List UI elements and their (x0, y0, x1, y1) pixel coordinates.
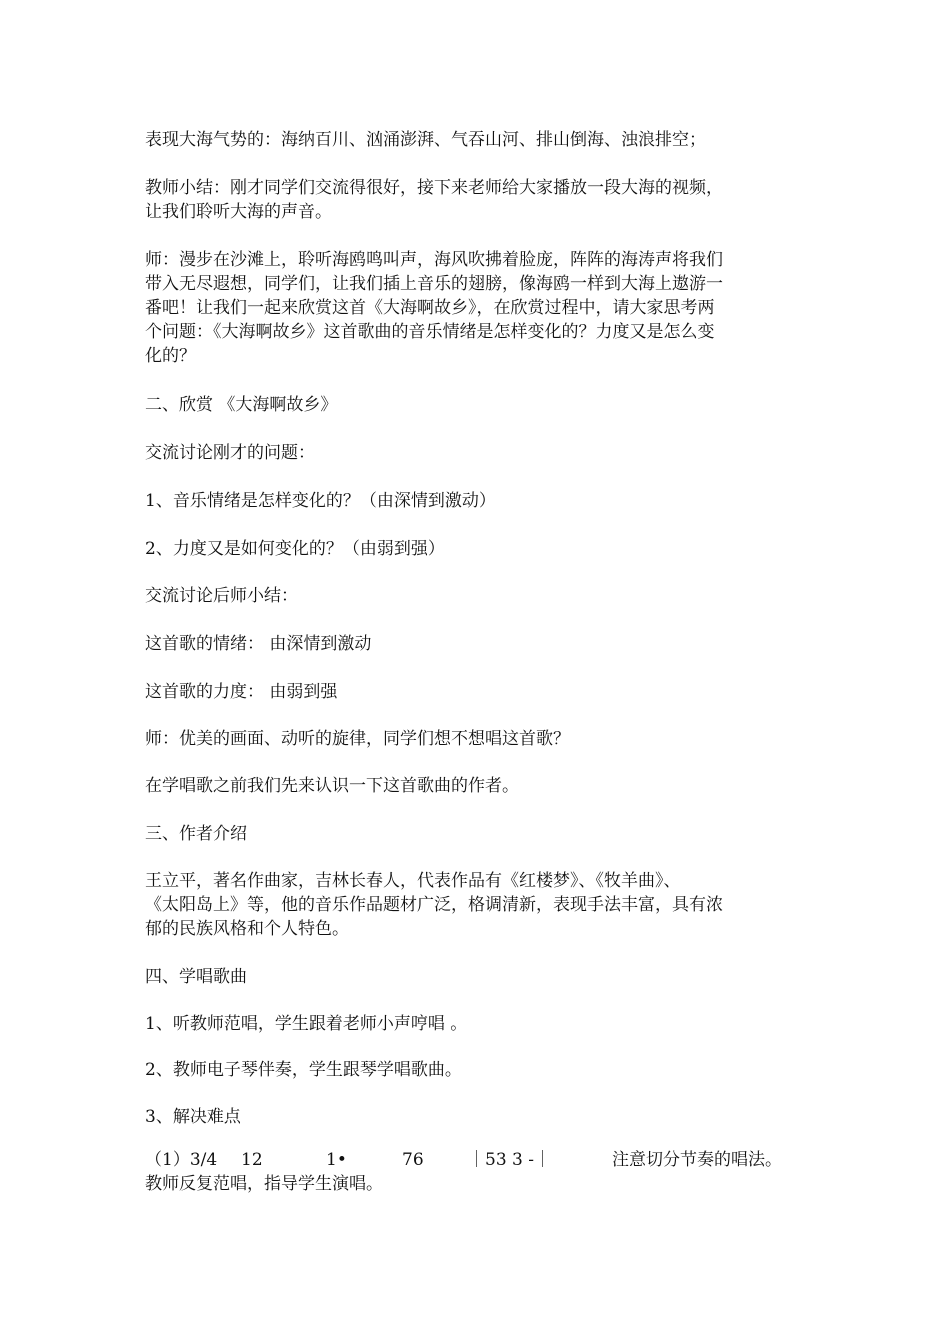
section-heading-learn-song: 四、学唱歌曲 (145, 967, 247, 987)
list-item-listen: 1、听教师范唱，学生跟着老师小声哼唱 。 (145, 1014, 468, 1034)
list-item-difficulties: 3、解决难点 (145, 1107, 241, 1127)
paragraph-teacher-summary-line-1: 教师小结：刚才同学们交流得很好，接下来老师给大家播放一段大海的视频， (145, 178, 723, 198)
notation-notes-3: 76 (402, 1150, 424, 1170)
notation-notes-2: 1• (326, 1150, 347, 1170)
paragraph-author-bio-line-1: 王立平，著名作曲家，吉林长春人，代表作品有《红楼梦》、《牧羊曲》、 (145, 871, 681, 891)
section-heading-author: 三、作者介绍 (145, 824, 247, 844)
notation-bar: ｜53 3 -｜ (468, 1150, 551, 1170)
notation-note-text: 注意切分节奏的唱法。 (612, 1150, 782, 1170)
paragraph-teacher-intro-line-3: 番吧！让我们一起来欣赏这首《大海啊故乡》，在欣赏过程中，请大家思考两 (145, 298, 715, 318)
section-heading-appreciation: 二、欣赏 《大海啊故乡》 (145, 395, 338, 415)
paragraph-teacher-intro-line-1: 师：漫步在沙滩上，聆听海鸥鸣叫声，海风吹拂着脸庞，阵阵的海涛声将我们 (145, 250, 723, 270)
list-item-dynamics-question: 2、力度又是如何变化的？（由弱到强） (145, 539, 445, 559)
notation-label: （1）3/4 (145, 1150, 218, 1170)
paragraph-teacher-intro-line-2: 带入无尽遐想，同学们，让我们插上音乐的翅膀，像海鸥一样到大海上遨游一 (145, 274, 723, 294)
paragraph-author-lead-in: 在学唱歌之前我们先来认识一下这首歌曲的作者。 (145, 776, 519, 796)
paragraph-teacher-question: 师：优美的画面、动听的旋律，同学们想不想唱这首歌？ (145, 729, 570, 749)
paragraph-author-bio-line-3: 郁的民族风格和个人特色。 (145, 919, 349, 939)
list-item-emotion-question: 1、音乐情绪是怎样变化的？（由深情到激动） (145, 491, 496, 511)
list-item-accompaniment: 2、教师电子琴伴奏，学生跟琴学唱歌曲。 (145, 1060, 462, 1080)
paragraph-teacher-demo: 教师反复范唱，指导学生演唱。 (145, 1174, 383, 1194)
paragraph-song-dynamics: 这首歌的力度： 由弱到强 (145, 682, 338, 702)
paragraph-author-bio-line-2: 《太阳岛上》等，他的音乐作品题材广泛，格调清新，表现手法丰富，具有浓 (145, 895, 723, 915)
paragraph-discussion: 交流讨论刚才的问题： (145, 443, 315, 463)
paragraph-sea-momentum: 表现大海气势的：海纳百川、汹涌澎湃、气吞山河、排山倒海、浊浪排空； (145, 130, 706, 150)
paragraph-teacher-summary-line-2: 让我们聆听大海的声音。 (145, 202, 332, 222)
notation-notes-1: 12 (241, 1150, 263, 1170)
paragraph-discussion-summary: 交流讨论后师小结： (145, 586, 298, 606)
music-notation-line (145, 1148, 825, 1174)
paragraph-song-emotion: 这首歌的情绪： 由深情到激动 (145, 634, 372, 654)
paragraph-teacher-intro-line-4: 个问题：《大海啊故乡》这首歌曲的音乐情绪是怎样变化的？力度又是怎么变 (145, 322, 715, 342)
paragraph-teacher-intro-line-5: 化的？ (145, 346, 196, 366)
